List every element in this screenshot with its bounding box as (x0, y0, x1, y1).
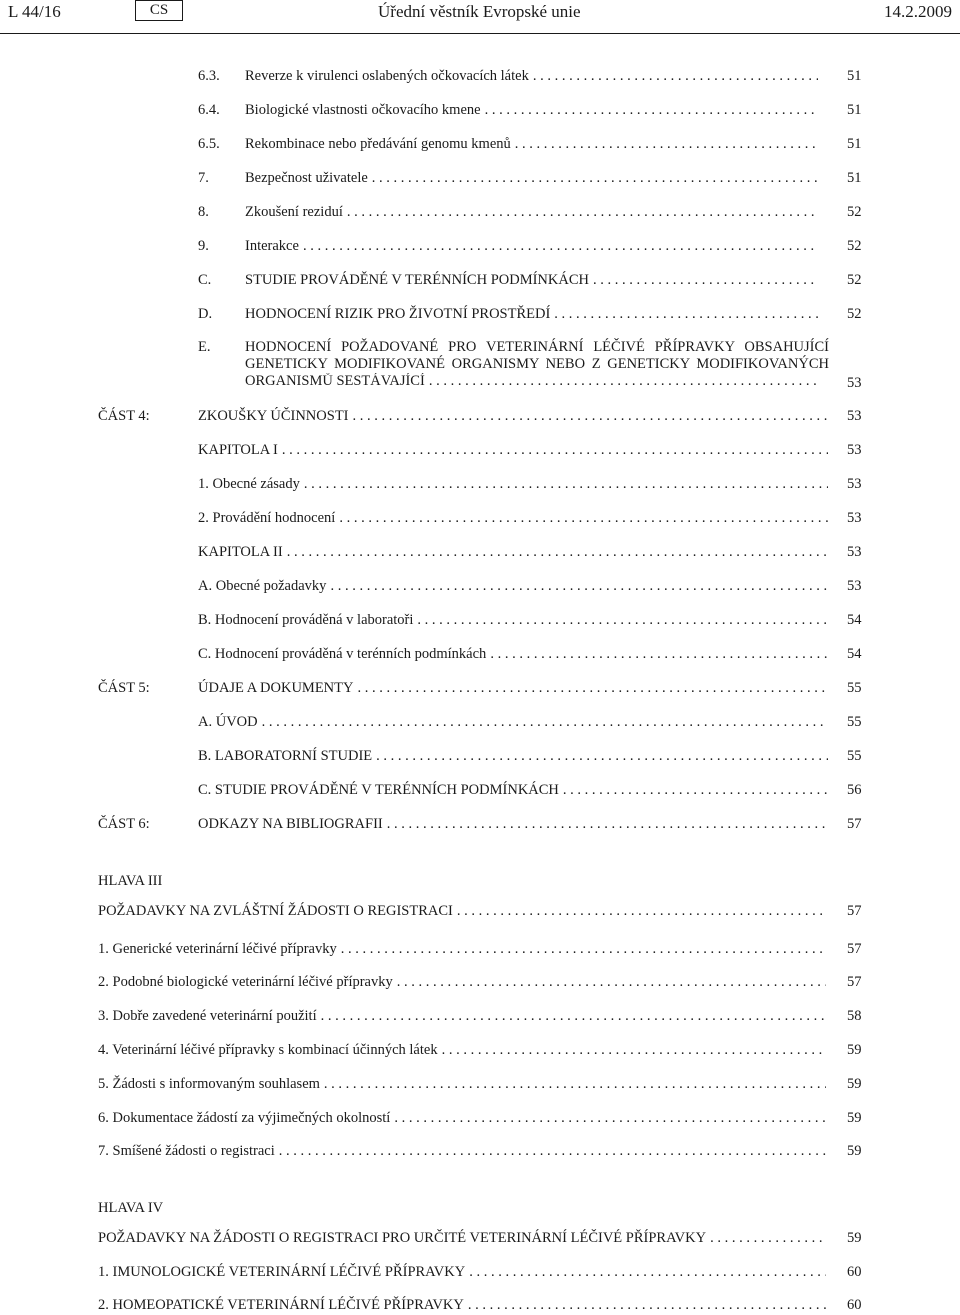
toc-entry-number: 9. (198, 238, 209, 254)
dot-leader (533, 66, 818, 86)
toc-entry[interactable] (198, 304, 878, 324)
toc-entry-page: 51 (847, 136, 862, 152)
toc-entry[interactable] (198, 644, 878, 664)
toc-entry-page: 53 (847, 442, 862, 458)
toc-entry-title: 6. Dokumentace žádostí za výjimečných okolností (98, 1110, 391, 1126)
toc-entry-number: 6.3. (198, 68, 220, 84)
toc-entry-page: 59 (847, 1143, 862, 1159)
toc-entry-title: Zkoušení reziduí (245, 204, 343, 220)
toc-entry-title: POŽADAVKY NA ZVLÁŠTNÍ ŽÁDOSTI O REGISTRACI (98, 903, 453, 919)
dot-leader (468, 1295, 826, 1315)
toc-entry-title: POŽADAVKY NA ŽÁDOSTI O REGISTRACI PRO URČITÉ VETERINÁRNÍ LÉČIVÉ PŘÍPRAVKY (98, 1230, 707, 1246)
toc-entry-title: 2. Provádění hodnocení (198, 510, 336, 526)
toc-entry-page: 57 (847, 903, 862, 919)
toc-entry-title-line: GENETICKY MODIFIKOVANÉ ORGANISMY NEBO Z GENETICKY MODIFIKOVANÝCH (245, 356, 829, 372)
toc-entry-title: B. Hodnocení prováděná v laboratoři (198, 612, 414, 628)
toc-entry[interactable] (198, 270, 878, 290)
toc-entry-title: C. Hodnocení prováděná v terénních podmínkách (198, 646, 487, 662)
toc-entry-title: B. LABORATORNÍ STUDIE (198, 748, 373, 764)
toc-entry-title: Bezpečnost uživatele (245, 170, 368, 186)
toc-entry-title: STUDIE PROVÁDĚNÉ V TERÉNNÍCH PODMÍNKÁCH (245, 272, 589, 288)
title-heading: HLAVA III (98, 873, 163, 889)
toc-entry-title: Interakce (245, 238, 299, 254)
toc-entry-page: 51 (847, 102, 862, 118)
toc-entry-title: 1. Obecné zásady (198, 476, 300, 492)
toc-entry-title: KAPITOLA I (198, 442, 278, 458)
toc-entry[interactable] (98, 1141, 878, 1161)
title-heading: HLAVA IV (98, 1200, 164, 1216)
toc-entry[interactable] (198, 576, 878, 596)
toc-entry-page: 53 (847, 510, 862, 526)
toc-entry-page: 58 (847, 1008, 862, 1024)
toc-entry-title: 2. Podobné biologické veterinární léčivé přípravky (98, 974, 393, 990)
toc-entry-title: 2. HOMEOPATICKÉ VETERINÁRNÍ LÉČIVÉ PŘÍPRAVKY (98, 1297, 464, 1313)
dot-leader (593, 270, 818, 290)
dot-leader (563, 780, 828, 800)
dot-leader (282, 440, 828, 460)
toc-entry-number: D. (198, 306, 213, 322)
toc-entry-title: ODKAZY NA BIBLIOGRAFII (198, 816, 383, 832)
toc-entry[interactable] (198, 542, 878, 562)
dot-leader (341, 939, 826, 959)
toc-entry-title: 5. Žádosti s informovaným souhlasem (98, 1076, 320, 1092)
language-badge: CS (135, 0, 183, 21)
dot-leader (469, 1262, 826, 1282)
toc-entry-title-line: HODNOCENÍ POŽADOVANÉ PRO VETERINÁRNÍ LÉČIVÉ PŘÍPRAVKY OBSAHUJÍCÍ (245, 339, 829, 355)
toc-entry-page: 57 (847, 974, 862, 990)
toc-entry-page: 52 (847, 238, 862, 254)
toc-part-number: ČÁST 5: (98, 680, 150, 696)
toc-entry-page: 51 (847, 68, 862, 84)
toc-entry[interactable] (198, 746, 878, 766)
page-header (0, 0, 960, 38)
toc-entry-page: 55 (847, 748, 862, 764)
dot-leader (490, 644, 828, 664)
page-number: L 44/16 (8, 2, 61, 21)
toc-entry-page: 53 (847, 408, 862, 424)
toc-entry-page: 57 (847, 941, 862, 957)
dot-leader (554, 304, 818, 324)
toc-entry-page: 55 (847, 714, 862, 730)
toc-entry-title: HODNOCENÍ RIZIK PRO ŽIVOTNÍ PROSTŘEDÍ (245, 306, 551, 322)
toc-entry-page: 52 (847, 204, 862, 220)
toc-entry-page: 59 (847, 1110, 862, 1126)
toc-entry[interactable] (198, 202, 878, 222)
toc-entry[interactable] (98, 939, 878, 959)
toc-part-number: ČÁST 6: (98, 816, 150, 832)
toc-part[interactable] (98, 814, 878, 834)
toc-entry-title: 1. Generické veterinární léčivé přípravky (98, 941, 337, 957)
toc-part-number: ČÁST 4: (98, 408, 150, 424)
toc-entry-page: 53 (847, 578, 862, 594)
toc-entry[interactable] (198, 440, 878, 460)
toc-entry-title: ÚDAJE A DOKUMENTY (198, 680, 354, 696)
dot-leader (303, 236, 818, 256)
dot-leader (485, 100, 818, 120)
publication-date: 14.2.2009 (884, 2, 952, 21)
toc-entry[interactable] (198, 474, 878, 494)
toc-entry-page: 54 (847, 612, 862, 628)
toc-entry[interactable] (98, 1074, 878, 1094)
toc-entry-page: 60 (847, 1264, 862, 1280)
toc-entry[interactable] (198, 712, 878, 732)
dot-leader (429, 373, 818, 390)
dot-leader (304, 474, 828, 494)
dot-leader (397, 972, 826, 992)
toc-entry[interactable] (198, 508, 878, 528)
toc-entry-title: A. ÚVOD (198, 714, 258, 730)
dot-leader (339, 508, 828, 528)
toc-entry[interactable] (98, 1040, 878, 1060)
toc-entry-title: 4. Veterinární léčivé přípravky s kombinací účinných látek (98, 1042, 438, 1058)
toc-entry-title: KAPITOLA II (198, 544, 283, 560)
toc-entry-page: 55 (847, 680, 862, 696)
toc-entry[interactable] (198, 100, 878, 120)
toc-entry-title: A. Obecné požadavky (198, 578, 327, 594)
toc-entry-page: 53 (847, 544, 862, 560)
toc-entry-title: 3. Dobře zavedené veterinární použití (98, 1008, 317, 1024)
toc-entry-page: 51 (847, 170, 862, 186)
toc-entry[interactable] (198, 236, 878, 256)
toc-entry[interactable] (98, 1262, 878, 1282)
dot-leader (457, 901, 826, 921)
toc-entry-title: Rekombinace nebo předávání genomu kmenů (245, 136, 511, 152)
toc-entry-title (245, 339, 829, 390)
toc-entry-title: C. STUDIE PROVÁDĚNÉ V TERÉNNÍCH PODMÍNKÁCH (198, 782, 559, 798)
toc-entry-number: 8. (198, 204, 209, 220)
dot-leader (387, 814, 828, 834)
dot-leader (710, 1228, 826, 1248)
toc-entry-page: 59 (847, 1076, 862, 1092)
toc-entry-number: 7. (198, 170, 209, 186)
dot-leader (372, 168, 818, 188)
dot-leader (394, 1108, 826, 1128)
toc-part[interactable] (98, 406, 878, 426)
toc-entry-title: 7. Smíšené žádosti o registraci (98, 1143, 275, 1159)
toc-entry-page: 56 (847, 782, 862, 798)
dot-leader (279, 1141, 826, 1161)
toc-part[interactable] (98, 678, 878, 698)
dot-leader (347, 202, 818, 222)
dot-leader (287, 542, 828, 562)
toc-entry[interactable] (198, 168, 878, 188)
toc-entry-number: 6.5. (198, 136, 220, 152)
toc-entry-page: 60 (847, 1297, 862, 1313)
toc-entry-number: E. (198, 339, 211, 355)
toc-entry[interactable] (98, 1228, 878, 1248)
toc-entry[interactable] (198, 610, 878, 630)
toc-entry-page: 53 (847, 476, 862, 492)
toc-entry[interactable] (98, 972, 878, 992)
toc-entry-title: ZKOUŠKY ÚČINNOSTI (198, 408, 349, 424)
dot-leader (515, 134, 818, 154)
toc-entry-page: 57 (847, 816, 862, 832)
toc-entry-number: 6.4. (198, 102, 220, 118)
dot-leader (357, 678, 828, 698)
toc-entry[interactable] (98, 1108, 878, 1128)
toc-entry-number: C. (198, 272, 212, 288)
dot-leader (330, 576, 828, 596)
toc-entry-page: 54 (847, 646, 862, 662)
dot-leader (324, 1074, 826, 1094)
dot-leader (262, 712, 828, 732)
toc-entry-page: 52 (847, 272, 862, 288)
toc-entry[interactable] (98, 901, 878, 921)
toc-entry-title: Reverze k virulenci oslabených očkovacích látek (245, 68, 529, 84)
toc-entry-page: 52 (847, 306, 862, 322)
toc-entry-multiline[interactable] (198, 339, 878, 393)
toc-entry[interactable] (198, 134, 878, 154)
toc-entry[interactable] (98, 1006, 878, 1026)
toc-entry-page: 53 (847, 375, 862, 391)
toc-entry-title: Biologické vlastnosti očkovacího kmene (245, 102, 481, 118)
header-rule (0, 33, 960, 34)
dot-leader (376, 746, 828, 766)
toc-entry-page: 59 (847, 1230, 862, 1246)
toc-entry[interactable] (198, 66, 878, 86)
dot-leader (417, 610, 828, 630)
journal-title: Úřední věstník Evropské unie (378, 2, 581, 21)
toc-entry[interactable] (98, 1295, 878, 1315)
dot-leader (353, 406, 828, 426)
toc-entry-title: 1. IMUNOLOGICKÉ VETERINÁRNÍ LÉČIVÉ PŘÍPRAVKY (98, 1264, 466, 1280)
dot-leader (442, 1040, 826, 1060)
toc-entry[interactable] (198, 780, 878, 800)
toc-entry-page: 59 (847, 1042, 862, 1058)
toc-entry-title-line: ORGANISMŮ SESTÁVAJÍCÍ (245, 373, 425, 389)
dot-leader (321, 1006, 826, 1026)
